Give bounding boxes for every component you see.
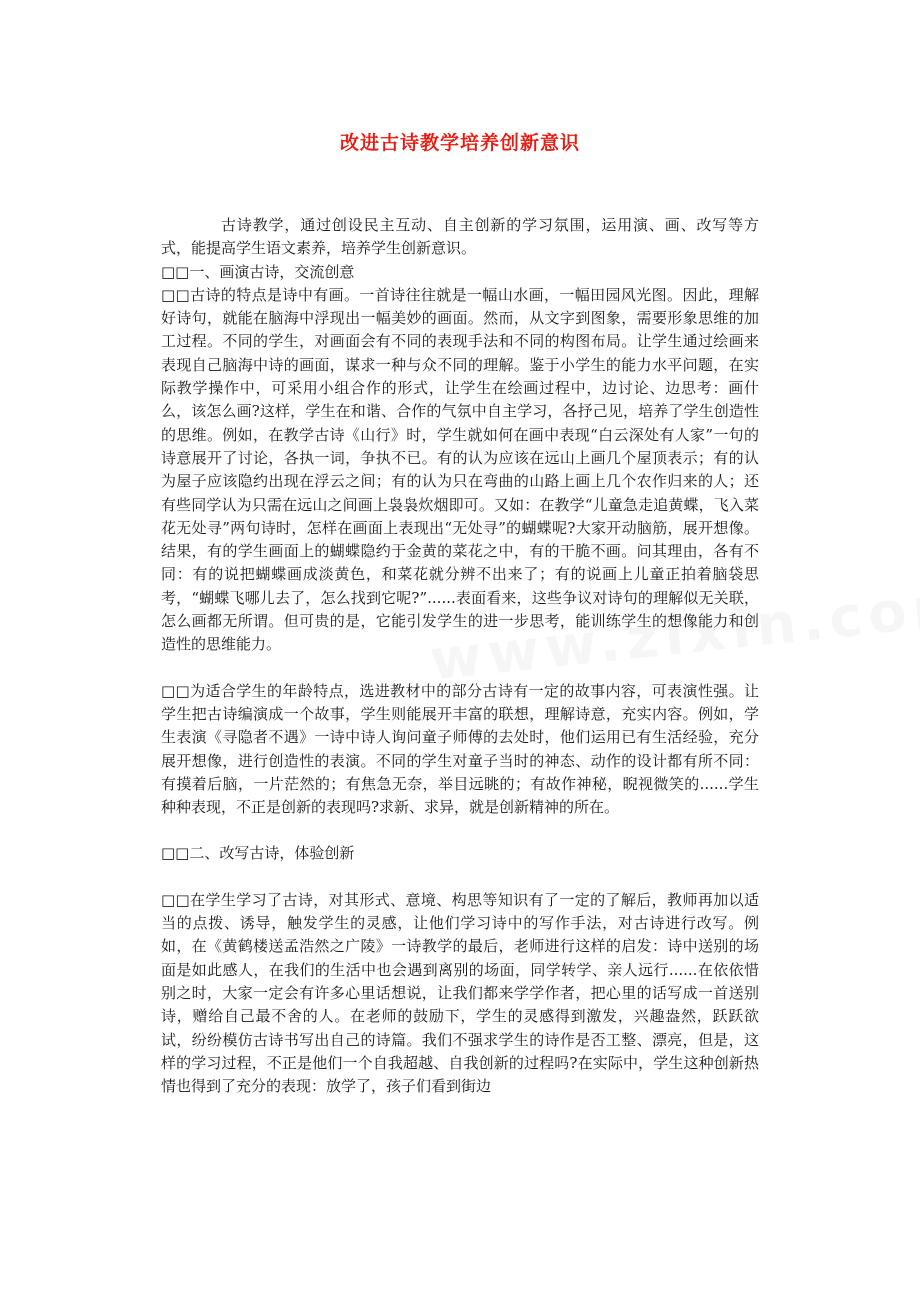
intro-paragraph: 古诗教学，通过创设民主互动、自主创新的学习氛围，运用演、画、改写等方式，能提高学生语文素养，培养学生创新意识。 — [161, 216, 759, 258]
section1-paragraph-1: □□古诗的特点是诗中有画。一首诗往往就是一幅山水画，一幅田园风光图。因此，理解好诗句，就能在脑海中浮现出一幅美妙的画面。然而，从文字到图象，需要形象思维的加工过程。不同的学生，对画面会有不同的表现手法和不同的构图布局。让学生通过绘画来表现自己脑海中诗的画面，谋求一种与众不同的理解。鉴于小学生的能力水平问题，在实际教学操作中，可采用小组合作的形式，让学生在绘画过程中，边讨论、边思考：画什么，该怎么画?这样，学生在和谐、合作的气氛中自主学习，各抒己见，培养了学生创造性的思维。例如，在教学古诗《山行》时，学生就如何在画中表现“白云深处有人家”一句的诗意展开了讨论，各执一词，争执不已。有的认为应该在远山上画几个屋顶表示；有的认为屋子应该隐约出现在浮云之间；有的认为只在弯曲的山路上画上几个农作归来的人；还有些同学认为只需在远山之间画上袅袅炊烟即可。又如：在教学“儿童急走追黄蝶，飞入菜花无处寻”两句诗时，怎样在画面上表现出“无处寻”的蝴蝶呢?大家开动脑筋，展开想像。结果，有的学生画面上的蝴蝶隐约于金黄的菜花之中，有的干脆不画。问其理由，各有不同：有的说把蝴蝶画成淡黄色，和菜花就分辨不出来了；有的说画上儿童正拍着脑袋思考，“蝴蝶飞哪儿去了，怎么找到它呢?”......表面看来，这些争议对诗句的理解似无关联，怎么画都无所谓。但可贵的是，它能引发学生的进一步思考，能训练学生的想像能力和创造性的思维能力。 — [161, 285, 759, 654]
section1-paragraph-2: □□为适合学生的年龄特点，选进教材中的部分古诗有一定的故事内容，可表演性强。让学生把古诗编演成一个故事，学生则能展开丰富的联想，理解诗意，充实内容。例如，学生表演《寻隐者不遇》一诗中诗人询问童子师傅的去处时，他们运用已有生活经验，充分展开想像，进行创造性的表演。不同的学生对童子当时的神态、动作的设计都有所不同：有摸着后脑，一片茫然的；有焦急无奈，举目远眺的；有故作神秘，睨视微笑的......学生种种表现，不正是创新的表现吗?求新、求异，就是创新精神的所在。 — [161, 681, 759, 817]
paragraph-gap — [161, 657, 759, 680]
paragraph-gap — [161, 866, 759, 889]
section2-heading: □□二、改写古诗，体验创新 — [161, 844, 355, 863]
document-title: 改进古诗教学培养创新意识 — [339, 132, 580, 154]
section2-paragraph-1: □□在学生学习了古诗，对其形式、意境、构思等知识有了一定的了解后，教师再加以适当的点拨、诱导，触发学生的灵感，让他们学习诗中的写作手法，对古诗进行改写。例如，在《黄鹤楼送孟浩然之广陵》一诗教学的最后，老师进行这样的启发：诗中送别的场面是如此感人，在我们的生活中也会遇到离别的场面，同学转学、亲人远行......在依依惜别之时，大家一定会有许多心里话想说，让我们都来学学作者，把心里的话写成一首送别诗，赠给自己最不舍的人。在老师的鼓励下，学生的灵感得到激发，兴趣盎然，跃跃欲试，纷纷模仿古诗书写出自己的诗篇。我们不强求学生的诗作是否工整、漂亮，但是，这样的学习过程，不正是他们一个自我超越、自我创新的过程吗?在实际中，学生这种创新热情也得到了充分的表现：放学了，孩子们看到街边 — [161, 890, 759, 1096]
paragraph-gap — [161, 819, 759, 842]
section1-heading: □□一、画演古诗，交流创意 — [161, 262, 355, 281]
document-body — [161, 214, 759, 1098]
